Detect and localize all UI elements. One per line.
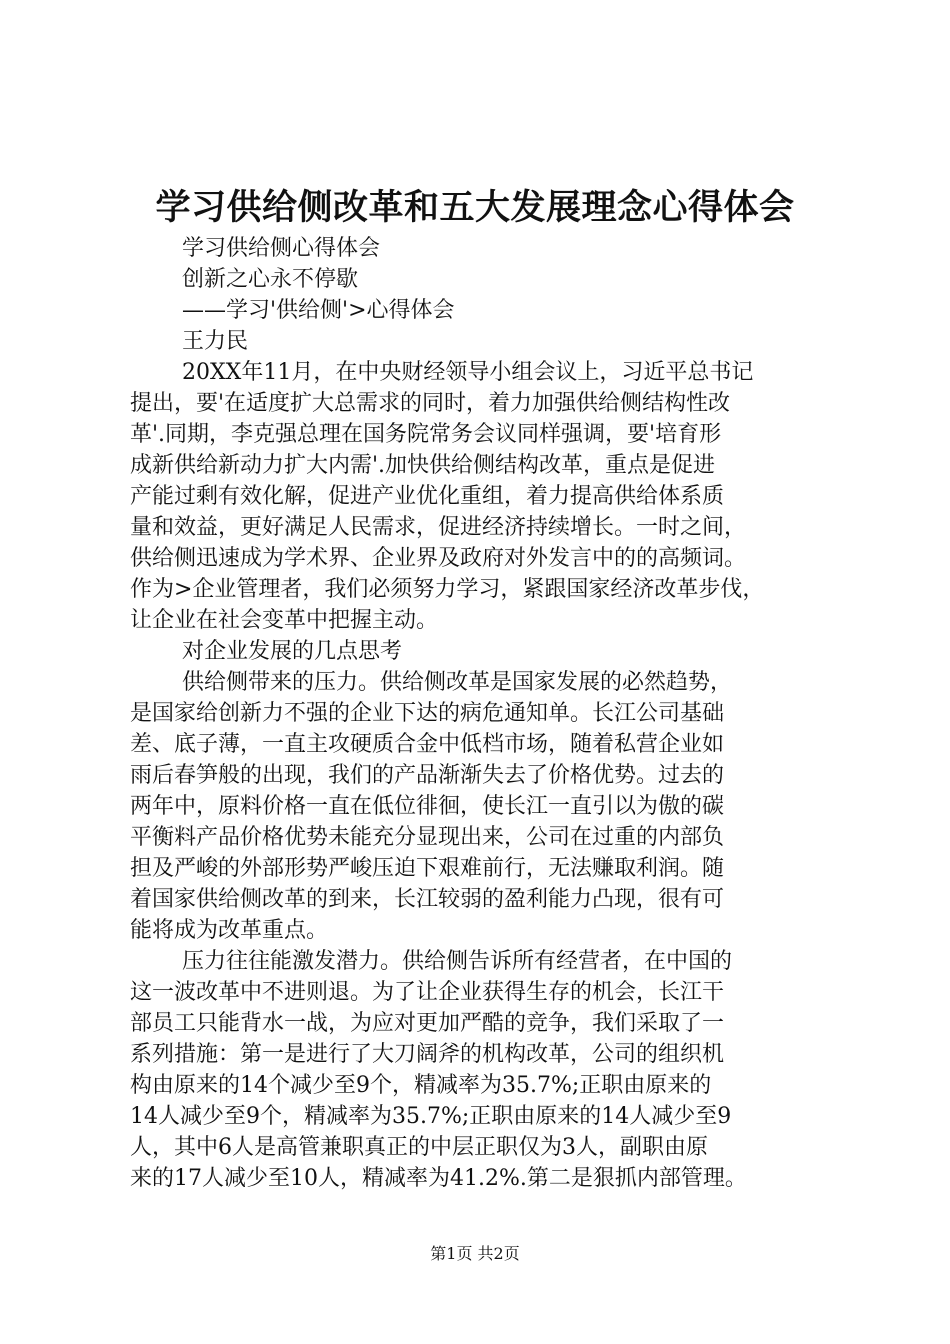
paragraph-line: 作为>企业管理者，我们必须努力学习，紧跟国家经济改革步伐，: [130, 577, 765, 602]
section-heading: 对企业发展的几点思考: [182, 639, 403, 664]
paragraph-line: 量和效益，更好满足人民需求，促进经济持续增长。一时之间，: [130, 515, 747, 540]
paragraph-line: 供给侧带来的压力。供给侧改革是国家发展的必然趋势，: [182, 670, 733, 695]
paragraph-line: 20XX年11月，在中央财经领导小组会议上，习近平总书记: [182, 360, 754, 385]
paragraph-line: 平衡料产品价格优势未能充分显现出来，公司在过重的内部负: [130, 825, 725, 850]
paragraph-line: 让企业在社会变革中把握主动。: [130, 608, 439, 633]
paragraph-line: 革'.同期，李克强总理在国务院常务会议同样强调，要'培育形: [130, 422, 722, 447]
paragraph-line: 这一波改革中不进则退。为了让企业获得生存的机会，长江干: [130, 980, 725, 1005]
paragraph-line: 能将成为改革重点。: [130, 918, 329, 943]
paragraph-line: 产能过剩有效化解，促进产业优化重组，着力提高供给体系质: [130, 484, 725, 509]
paragraph-2: [130, 667, 850, 946]
paragraph-line: 来的17人减少至10人，精减率为41.2%.第二是狠抓内部管理。: [130, 1166, 747, 1191]
paragraph-line: 构由原来的14个减少至9个，精减率为35.7%;正职由原来的: [130, 1073, 712, 1098]
paragraph-1: [130, 357, 850, 636]
paragraph-line: 供给侧迅速成为学术界、企业界及政府对外发言中的的高频词。: [130, 546, 747, 571]
paragraph-line: 提出，要'在适度扩大总需求的同时，着力加强供给侧结构性改: [130, 391, 731, 416]
page-number: 第1页 共2页: [430, 1244, 520, 1263]
paragraph-line: 系列措施：第一是进行了大刀阔斧的机构改革，公司的组织机: [130, 1042, 725, 1067]
paragraph-line: 压力往往能激发潜力。供给侧告诉所有经营者，在中国的: [182, 949, 733, 974]
subtitle-line: 创新之心永不停歇: [182, 267, 359, 292]
document-body: [130, 233, 850, 1194]
paragraph-line: 14人减少至9个，精减率为35.7%;正职由原来的14人减少至9: [130, 1104, 732, 1129]
subtitle-line: ——学习'供给侧'>心得体会: [182, 298, 455, 323]
paragraph-line: 着国家供给侧改革的到来，长江较弱的盈利能力凸现，很有可: [130, 887, 725, 912]
document-title: 学习供给侧改革和五大发展理念心得体会: [155, 187, 795, 228]
paragraph-line: 雨后春笋般的出现，我们的产品渐渐失去了价格优势。过去的: [130, 763, 725, 788]
paragraph-line: 人，其中6人是高管兼职真正的中层正职仅为3人，副职由原: [130, 1135, 708, 1160]
paragraph-line: 担及严峻的外部形势严峻压迫下艰难前行，无法赚取利润。随: [130, 856, 725, 881]
paragraph-line: 是国家给创新力不强的企业下达的病危通知单。长江公司基础: [130, 701, 725, 726]
paragraph-3: [130, 946, 850, 1194]
subtitle-line: 学习供给侧心得体会: [182, 236, 381, 261]
paragraph-line: 差、底子薄，一直主攻硬质合金中低档市场，随着私营企业如: [130, 732, 725, 757]
paragraph-line: 成新供给新动力扩大内需'.加快供给侧结构改革，重点是促进: [130, 453, 716, 478]
paragraph-line: 两年中，原料价格一直在低位徘徊，使长江一直引以为傲的碳: [130, 794, 725, 819]
author-name: 王力民: [182, 329, 249, 354]
paragraph-line: 部员工只能背水一战，为应对更加严酷的竞争，我们采取了一: [130, 1011, 725, 1036]
